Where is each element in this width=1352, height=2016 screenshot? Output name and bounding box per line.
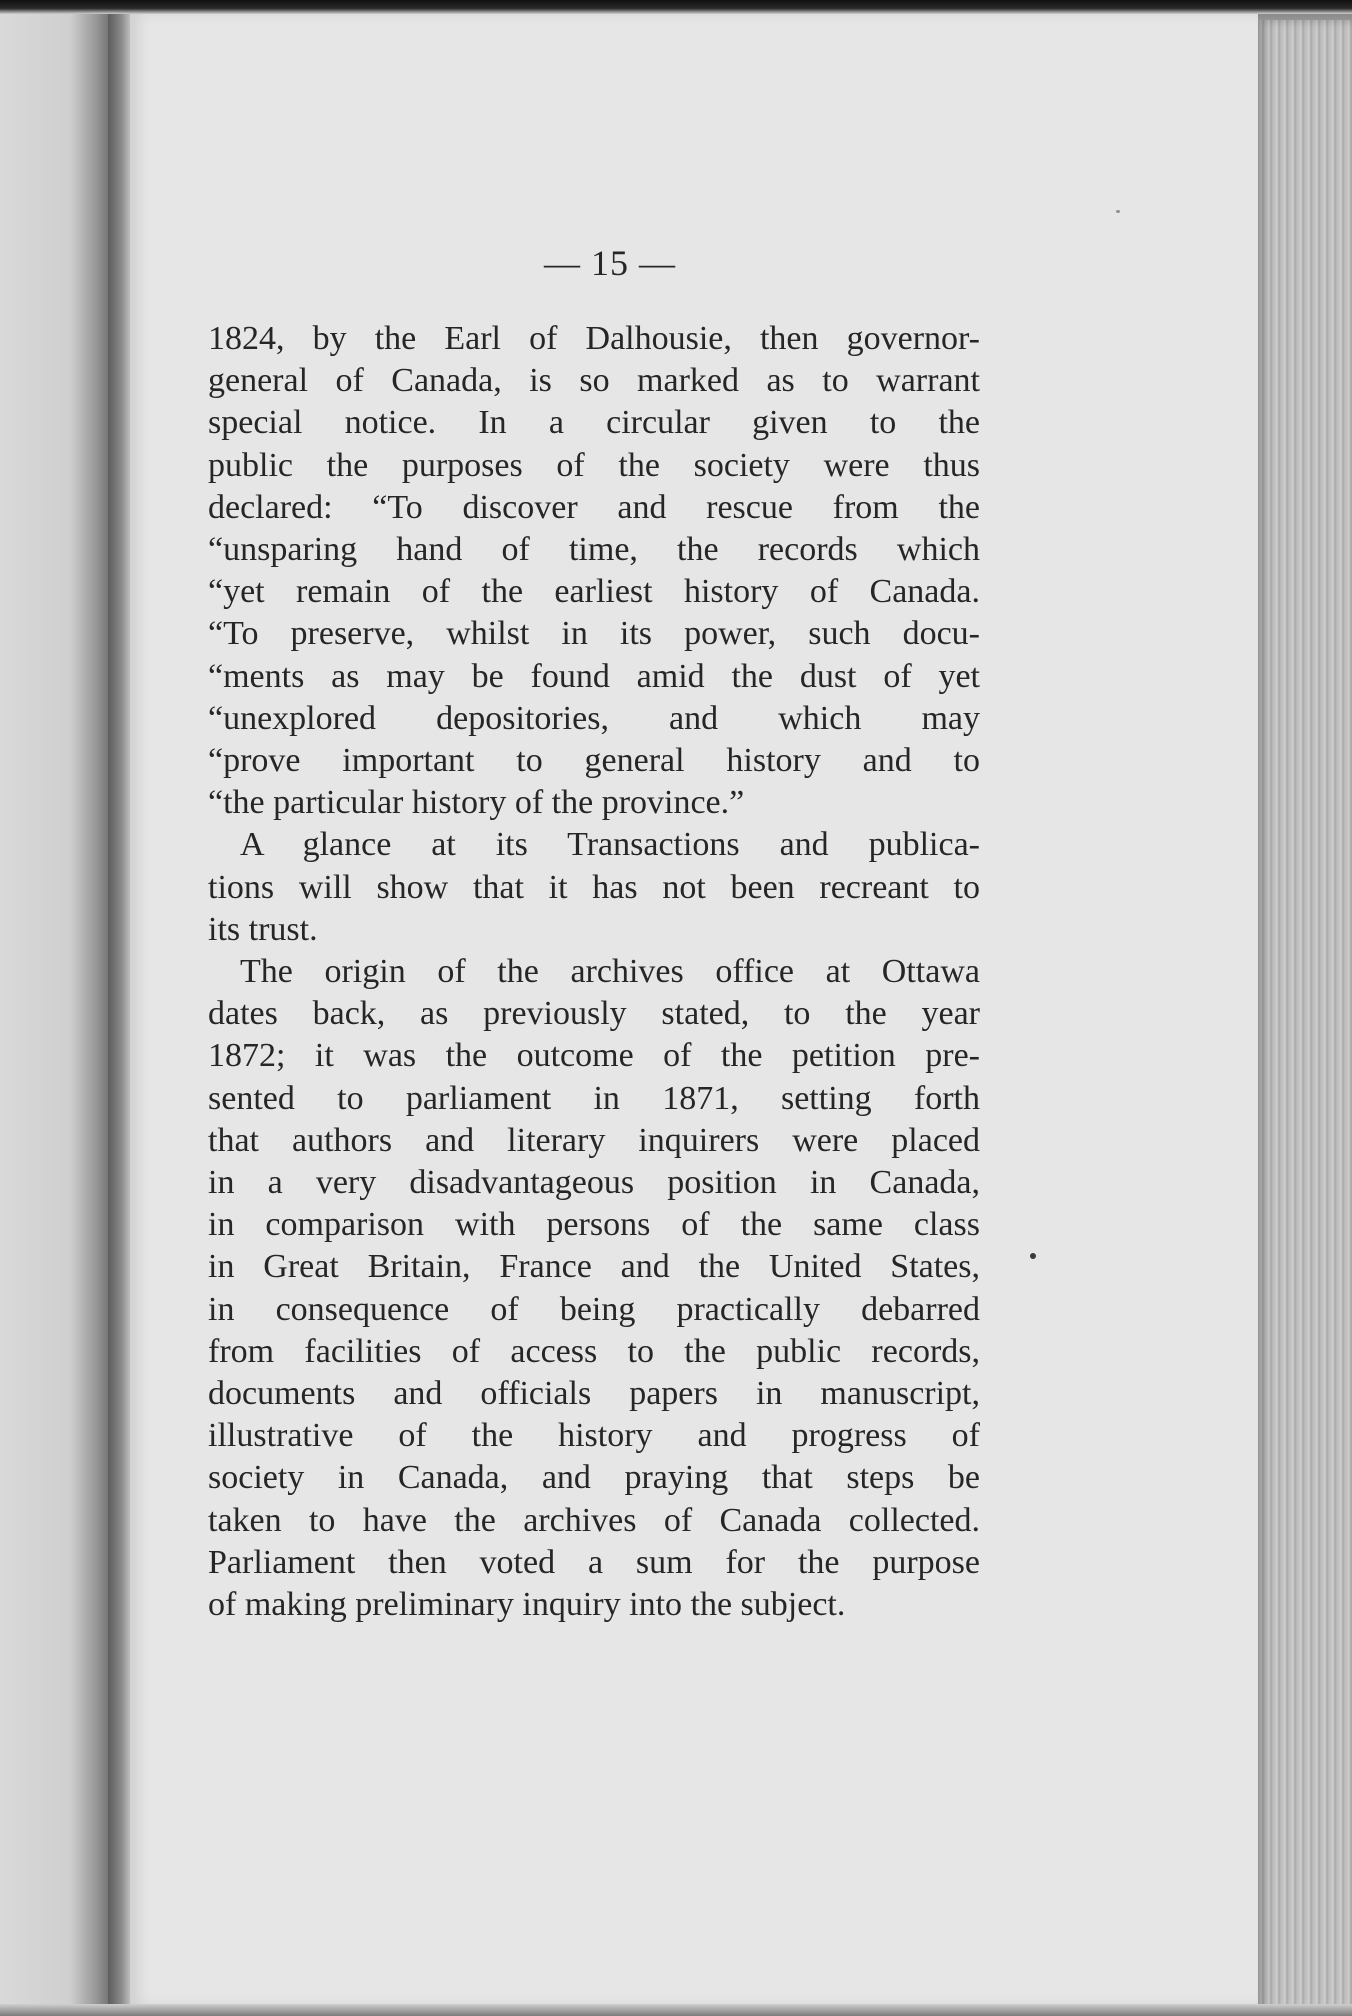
text-line: in a very disadvantageous position in Canada, xyxy=(208,1164,980,1202)
text-line: Parliament then voted a sum for the purpose xyxy=(208,1543,980,1581)
bottom-scan-border xyxy=(0,2004,1352,2016)
paragraph-2 xyxy=(208,824,980,951)
page-body-text xyxy=(208,318,980,1626)
text-line: “the particular history of the province.” xyxy=(208,784,745,822)
text-line: “prove important to general history and to xyxy=(208,742,980,780)
text-line: tions will show that it has not been recreant to xyxy=(208,868,980,906)
text-line: its trust. xyxy=(208,910,318,948)
text-line: from facilities of access to the public records, xyxy=(208,1332,980,1370)
text-line: public the purposes of the society were thus xyxy=(208,446,980,484)
paragraph-3 xyxy=(208,951,980,1626)
text-line: documents and officials papers in manuscript, xyxy=(208,1375,980,1413)
text-line: that authors and literary inquirers were placed xyxy=(208,1121,980,1159)
text-line: The origin of the archives office at Ottawa xyxy=(240,953,980,991)
text-line: sented to parliament in 1871, setting forth xyxy=(208,1079,980,1117)
text-line: dates back, as previously stated, to the year xyxy=(208,995,980,1033)
dust-speck xyxy=(1116,210,1120,213)
page-number: — 15 — xyxy=(544,243,676,283)
text-line: A glance at its Transactions and publica- xyxy=(240,826,980,864)
text-line: “ments as may be found amid the dust of yet xyxy=(208,657,980,695)
text-line: “unsparing hand of time, the records which xyxy=(208,531,980,569)
text-line: declared: “To discover and rescue from the xyxy=(208,488,980,526)
text-line: illustrative of the history and progress of xyxy=(208,1417,980,1455)
text-line: special notice. In a circular given to the xyxy=(208,404,980,442)
text-line: 1872; it was the outcome of the petition pre- xyxy=(208,1037,980,1075)
page-edges xyxy=(1258,20,1352,2016)
text-line: in Great Britain, France and the United States, xyxy=(208,1248,980,1286)
text-line: “yet remain of the earliest history of Canada. xyxy=(208,573,980,611)
dust-speck xyxy=(1030,1253,1036,1259)
text-line: “unexplored depositories, and which may xyxy=(208,699,980,737)
text-line: of making preliminary inquiry into the subject. xyxy=(208,1586,846,1624)
top-scan-border xyxy=(0,0,1352,14)
text-line: society in Canada, and praying that steps be xyxy=(208,1459,980,1497)
book-gutter xyxy=(108,10,130,2010)
text-line: taken to have the archives of Canada collected. xyxy=(208,1501,980,1539)
text-line: “To preserve, whilst in its power, such docu- xyxy=(208,615,980,653)
text-line: 1824, by the Earl of Dalhousie, then governor- xyxy=(208,320,980,357)
text-line: in comparison with persons of the same class xyxy=(208,1206,980,1244)
text-line: general of Canada, is so marked as to warrant xyxy=(208,362,980,400)
paragraph-1 xyxy=(208,318,980,824)
text-line: in consequence of being practically debarred xyxy=(208,1290,980,1328)
